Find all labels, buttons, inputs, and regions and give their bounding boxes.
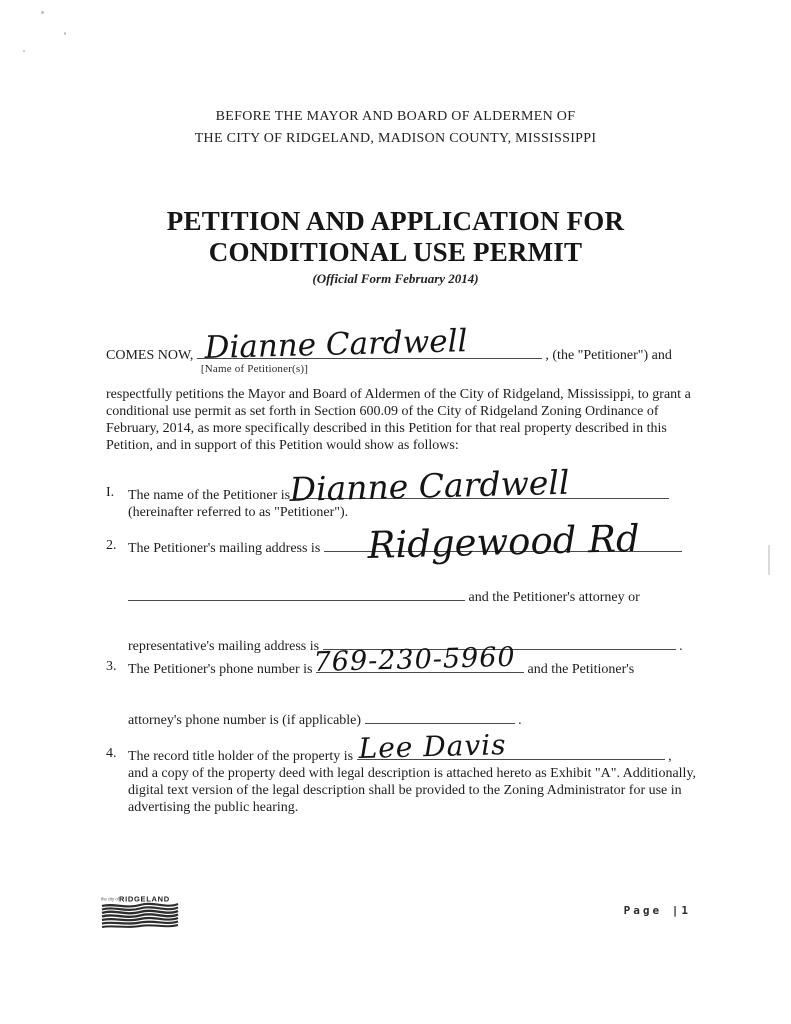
item-2-text-line1: The Petitioner's mailing address is: [128, 541, 321, 556]
document-title-line2: CONDITIONAL USE PERMIT: [208, 237, 583, 267]
scan-speck: [64, 32, 66, 35]
item-2-period: .: [679, 639, 683, 654]
comes-now-suffix: , (the "Petitioner") and: [545, 348, 672, 363]
document-title-line1: PETITION AND APPLICATION FOR: [166, 206, 625, 236]
item-4-title-holder-blank: [357, 728, 665, 765]
item-3-number: 3.: [106, 659, 117, 674]
city-of-ridgeland-logo: [100, 893, 180, 940]
court-header: [0, 106, 791, 150]
scan-speck: [23, 50, 25, 52]
ridgeland-waves-logo-icon: [100, 893, 180, 935]
scan-speck: [41, 11, 44, 14]
item-4-body: and a copy of the property deed with legal description is attached hereto as Exhibit "A". Additionally, digital text version of the legal description shall be provided to the Zoning Administrator for use in advertising the public hearing.: [128, 766, 697, 815]
court-header-line2: THE CITY OF RIDGELAND, MADISON COUNTY, MISSISSIPPI: [194, 131, 597, 146]
handwritten-item-4-title-holder: Lee Davis: [357, 728, 507, 765]
petition-item-4: [106, 728, 708, 816]
item-2-number: 2.: [106, 538, 117, 553]
item-1-number: I.: [106, 485, 115, 500]
item-3-text-line1-suffix: and the Petitioner's: [527, 662, 635, 677]
item-2-text-line3: representative's mailing address is: [128, 639, 320, 654]
name-of-petitioners-caption: [Name of Petitioner(s)]: [200, 363, 309, 375]
petition-item-2: [106, 516, 708, 655]
item-4-comma: ,: [668, 749, 672, 764]
document-title-block: [0, 206, 791, 287]
item-2-text-line2: and the Petitioner's attorney or: [468, 590, 640, 605]
handwritten-item-2-address: Ridgewood Rd: [366, 516, 640, 567]
comes-now-label: COMES NOW,: [106, 348, 194, 363]
handwritten-item-3-phone: 769-230-5960: [313, 641, 517, 678]
form-version-note: (Official Form February 2014): [312, 271, 479, 286]
item-3-period: .: [518, 713, 522, 728]
scan-edge-artifact: [768, 545, 770, 575]
item-2-address-blank-2: [128, 586, 465, 601]
item-3-phone-blank: [313, 641, 524, 678]
item-2-address-blank: [324, 516, 682, 567]
petitioner-name-blank: [197, 323, 542, 375]
petition-item-1: [106, 462, 708, 521]
logo-text-small: the city of: [101, 896, 119, 902]
item-4-number: 4.: [106, 746, 117, 761]
page-number: Page |1: [623, 904, 691, 917]
item-4-text-line1: The record title holder of the property is: [128, 749, 354, 764]
item-1-name-blank: [288, 462, 669, 509]
court-header-line1: BEFORE THE MAYOR AND BOARD OF ALDERMEN OF: [215, 109, 576, 124]
item-3-text-line2: attorney's phone number is (if applicable): [128, 713, 362, 728]
item-1-text-line2: (hereinafter referred to as "Petitioner").: [128, 505, 349, 520]
comes-now-line: [106, 323, 746, 375]
item-3-attorney-phone-blank: [365, 709, 515, 724]
intro-paragraph: respectfully petitions the Mayor and Board of Aldermen of the City of Ridgeland, Mississippi, to grant a conditional use permit as set forth in Section 600.09 of the City of Ridgeland Zoning Ordinance of February, 2014, as more specifically described in this Petition for that real property described in this Petition, and in support of this Petition would show as follows:: [106, 387, 691, 453]
handwritten-petitioner-name: Dianne Cardwell: [204, 323, 468, 366]
logo-text-main: RIDGELAND: [119, 894, 170, 904]
handwritten-item-1-name: Dianne Cardwell: [288, 462, 570, 509]
item-3-text-line1: The Petitioner's phone number is: [128, 662, 313, 677]
item-1-text: The name of the Petitioner is: [128, 488, 291, 503]
